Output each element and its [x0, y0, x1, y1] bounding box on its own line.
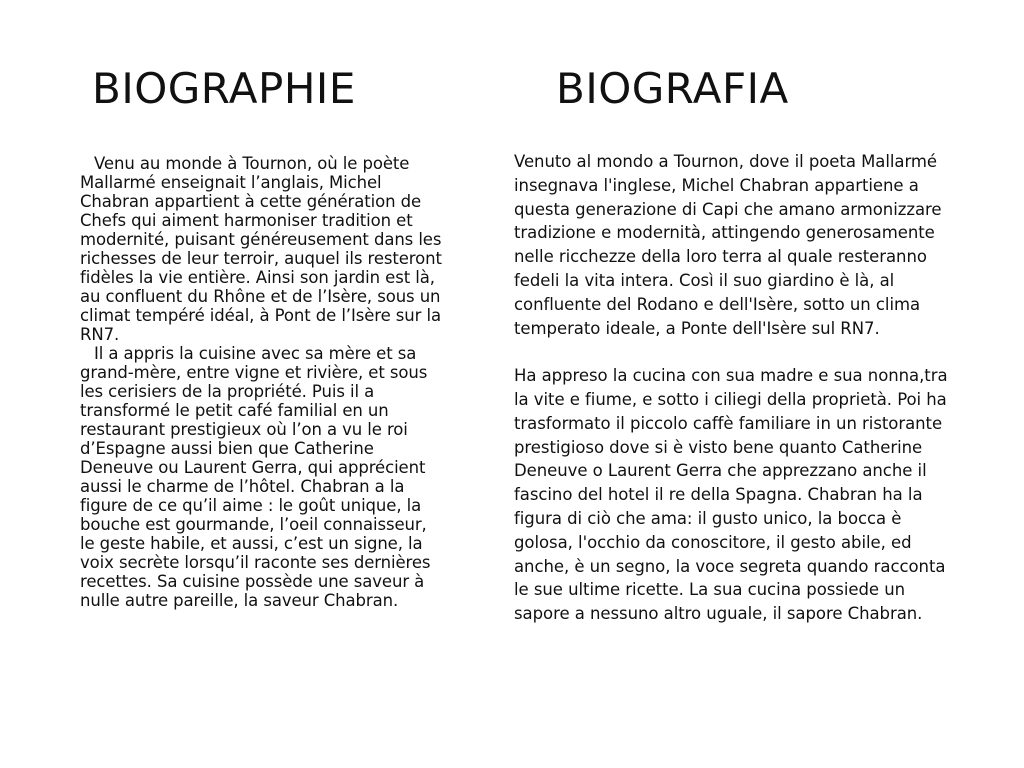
italian-paragraph-2: Ha appreso la cucina con sua madre e sua nonna,tra la vite e fiume, e sotto i ciliegi della proprietà. Poi ha trasformato il piccolo caffè familiare in un ristorante prestigioso dove si è visto bene quanto Catherine Deneuve o Laurent Gerra che apprezzano anche il fascino del hotel il re della Spagna. Chabran ha la figura di ciò che ama: il gusto unico, la bocca è golosa, l'occhio da conoscitore, il gesto abile, ed anche, è un segno, la voce segreta quando racconta le sue ultime ricette. La sua cucina possiede un sapore a nessuno altro uguale, il sapore Chabran. — [514, 366, 948, 624]
french-biography-column — [80, 154, 442, 610]
italian-paragraph-1: Venuto al mondo a Tournon, dove il poeta Mallarmé insegnava l'inglese, Michel Chabran appartiene a questa generazione di Capi che amano armonizzare tradizione e modernità, attingendo generosamente nelle ricchezze della loro terra al quale resteranno fedeli la vita intera. Così il suo giardino è là, al confluente del Rodano e dell'Isère, sotto un clima temperato ideale, a Ponte dell'Isère sul RN7. — [514, 152, 942, 338]
french-paragraph-1: Venu au monde à Tournon, où le poète Mallarmé enseignait l’anglais, Michel Chabran appartient à cette génération de Chefs qui aiment harmoniser tradition et modernité, puisant généreusement dans les richesses de leur terroir, auquel ils resteront fidèles la vie entière. Ainsi son jardin est là, au confluent du Rhône et de l’Isère, sous un climat tempéré idéal, à Pont de l’Isère sur la RN7. — [80, 154, 442, 344]
french-paragraph-2: Il a appris la cuisine avec sa mère et sa grand-mère, entre vigne et rivière, et sous les cerisiers de la propriété. Puis il a transformé le petit café familial en un restaurant prestigieux où l’on a vu le roi d’Espagne aussi bien que Catherine Deneuve ou Laurent Gerra, qui apprécient aussi le charme de l’hôtel. Chabran a la figure de ce qu’il aime : le goût unique, la bouche est gourmande, l’oeil connaisseur, le geste habile, et aussi, c’est un signe, la voix secrète lorsqu’il raconte ses dernières recettes. Sa cuisine possède une saveur à nulle autre pareille, la saveur Chabran. — [80, 344, 431, 610]
italian-biography-column — [514, 150, 954, 626]
title-french: BIOGRAPHIE — [92, 64, 356, 113]
title-italian: BIOGRAFIA — [556, 64, 789, 113]
